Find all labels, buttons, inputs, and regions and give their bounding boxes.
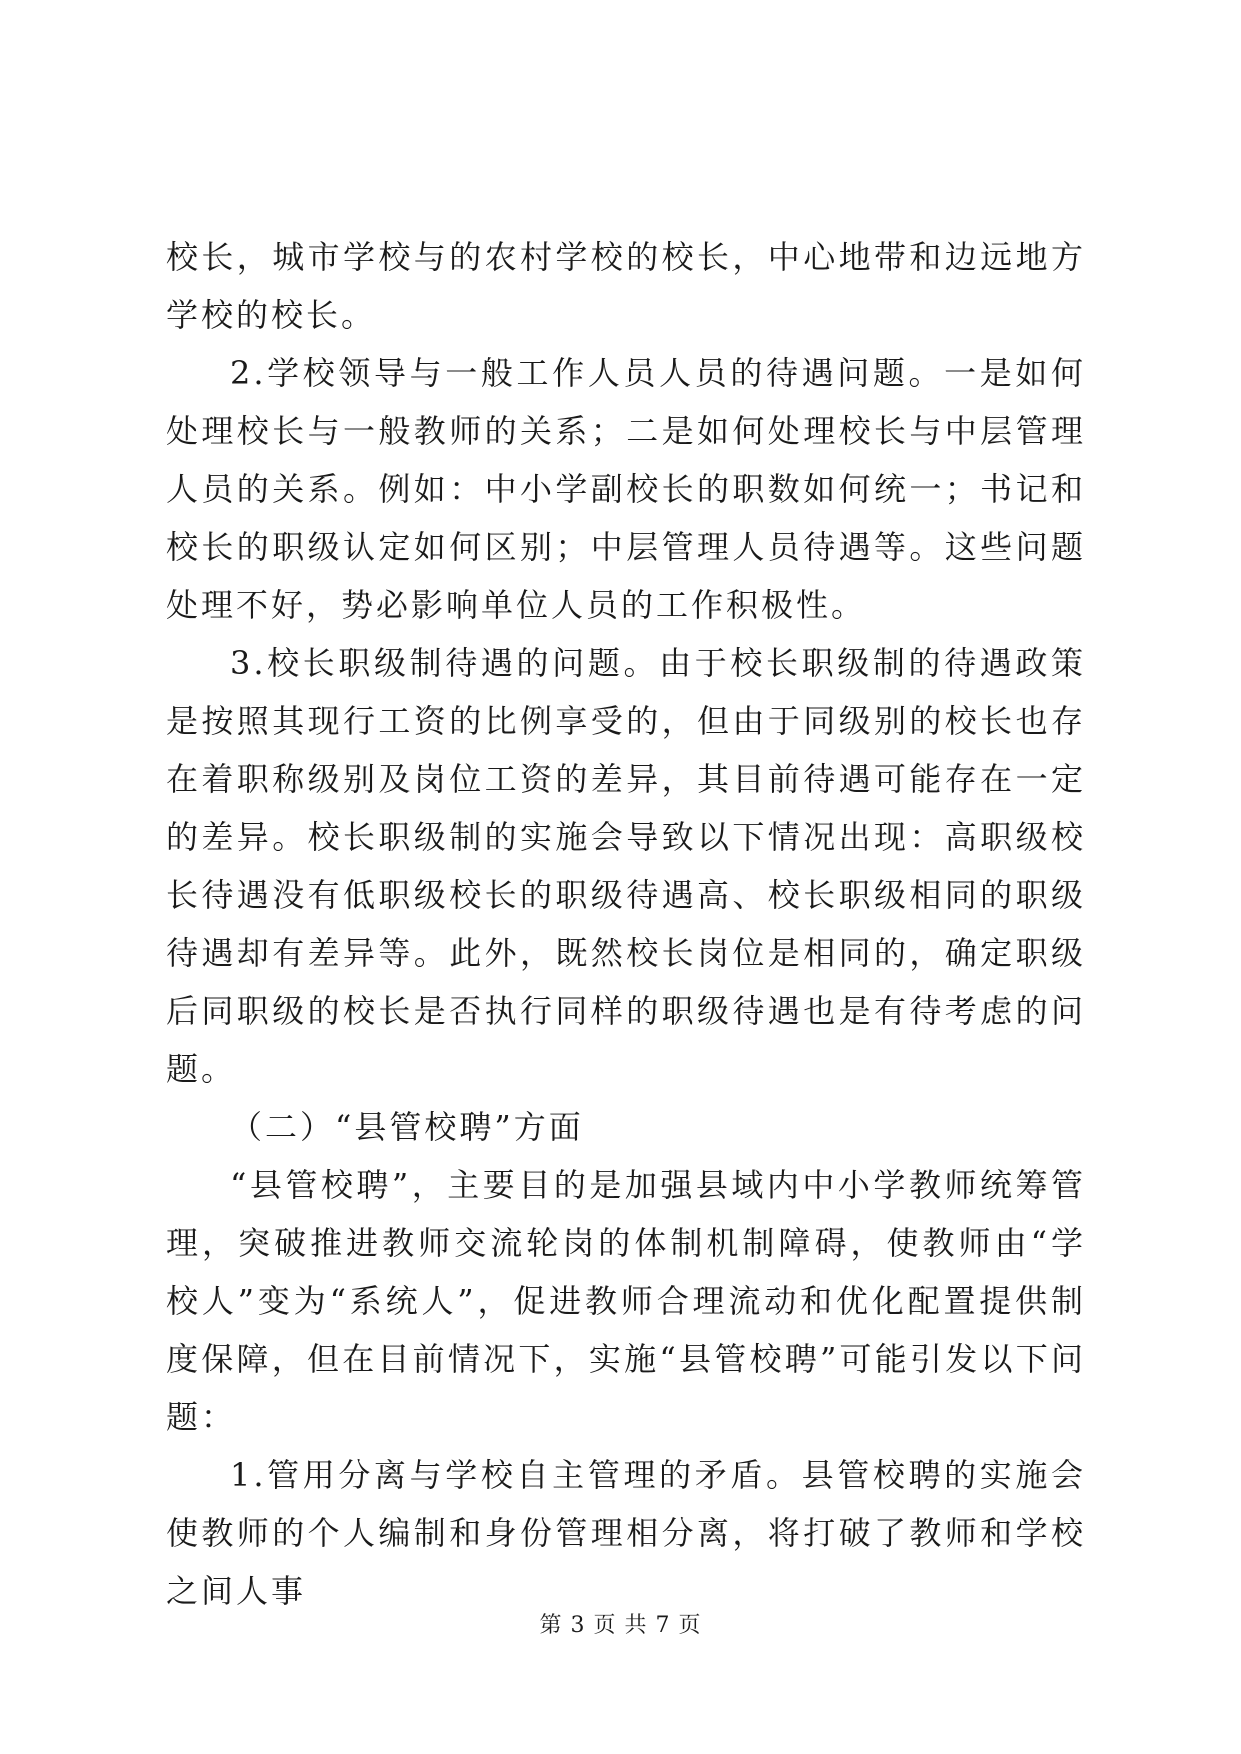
paragraph-intro: “县管校聘”，主要目的是加强县域内中小学教师统筹管理，突破推进教师交流轮岗的体制机制障碍，使教师由“学校人”变为“系统人”，促进教师合理流动和优化配置提供制度保障，但在目前情况下，实施“县管校聘”可能引发以下问题： bbox=[166, 1166, 1086, 1436]
page-footer: 第 3 页 共 7 页 bbox=[539, 1613, 702, 1638]
paragraph-item-3: 3.校长职级制待遇的问题。由于校长职级制的待遇政策是按照其现行工资的比例享受的，但由于同级别的校长也存在着职称级别及岗位工资的差异，其目前待遇可能存在一定的差异。校长职级制的实施会导致以下情况出现：高职级校长待遇没有低职级校长的职级待遇高、校长职级相同的职级待遇却有差异等。此外，既然校长岗位是相同的，确定职级后同职级的校长是否执行同样的职级待遇也是有待考虑的问题。 bbox=[166, 644, 1086, 1088]
body-text bbox=[166, 228, 1086, 1620]
paragraph-item-1: 1.管用分离与学校自主管理的矛盾。县管校聘的实施会使教师的个人编制和身份管理相分离，将打破了教师和学校之间人事 bbox=[166, 1456, 1086, 1610]
paragraph-item-2: 2.学校领导与一般工作人员人员的待遇问题。一是如何处理校长与一般教师的关系；二是如何处理校长与中层管理人员的关系。例如：中小学副校长的职数如何统一；书记和校长的职级认定如何区别；中层管理人员待遇等。这些问题处理不好，势必影响单位人员的工作积极性。 bbox=[166, 354, 1086, 624]
section-heading: （二）“县管校聘”方面 bbox=[230, 1108, 584, 1146]
paragraph-continuation: 校长，城市学校与的农村学校的校长，中心地带和边远地方学校的校长。 bbox=[166, 238, 1086, 334]
